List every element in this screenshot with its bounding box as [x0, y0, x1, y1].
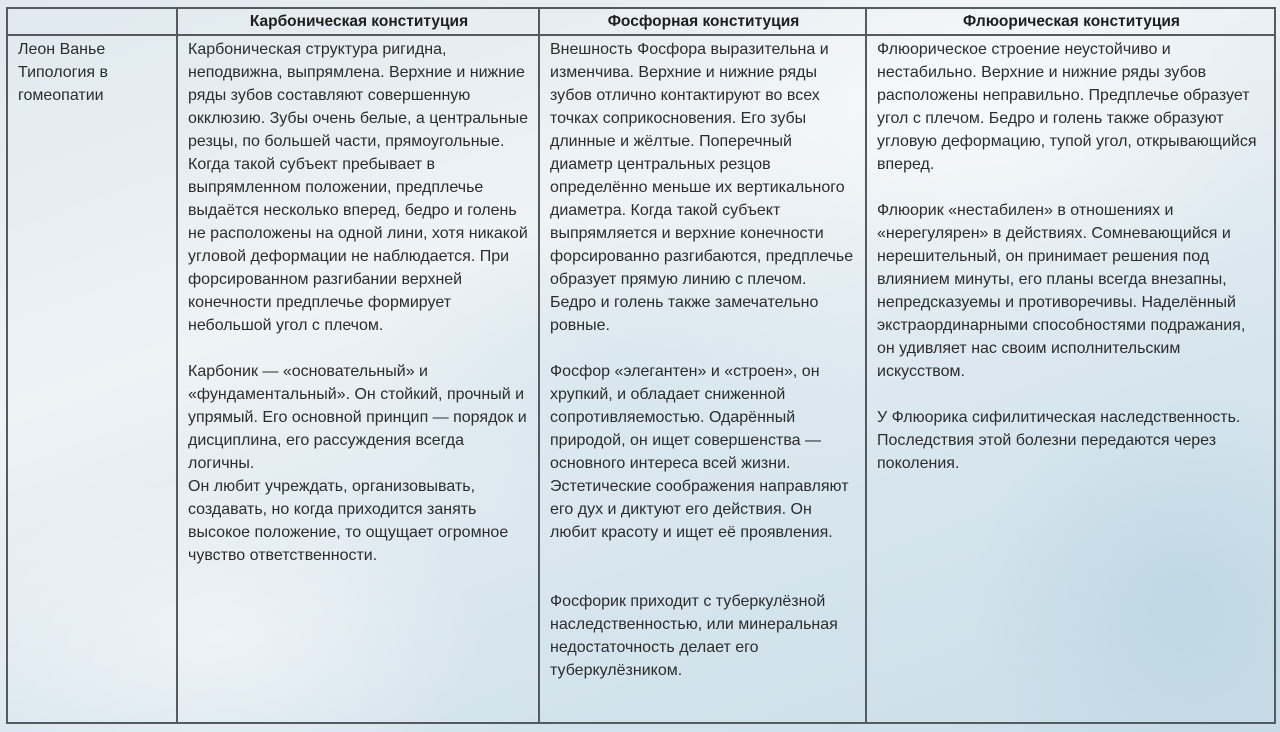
- phosphoric-cell: [539, 35, 866, 723]
- fluoric-heredity: У Флюорика сифилитическая наследственность. Последствия этой болезни передаются через поколения.: [877, 409, 1241, 472]
- constitution-comparison-table: [6, 7, 1276, 724]
- fluoric-character: Флюорик «нестабилен» в отношениях и «нерегулярен» в действиях. Сомневающийся и нерешительный, он принимает решения под влиянием минуты, его планы всегда внезапны, непредсказуемы и противоречивы. Наделённый экстраординарными способностями подражания, он удивляет нас своим исполнительским искусством.: [877, 202, 1246, 380]
- source-cell: [7, 35, 177, 723]
- header-row: [7, 8, 1275, 35]
- header-phosphoric: Фосфорная конституция: [539, 8, 866, 35]
- fluoric-physique: Флюорическое строение неустойчиво и нестабильно. Верхние и нижние ряды зубов расположены неправильно. Предплечье образует угол с плечом. Бедро и голень также образуют угловую деформацию, тупой угол, открывающийся вперед.: [877, 41, 1257, 173]
- content-row: [7, 35, 1275, 723]
- header-carbonic: Карбоническая конституция: [177, 8, 539, 35]
- source-author: Леон Ванье: [18, 41, 106, 58]
- phosphoric-character: Фосфор «элегантен» и «строен», он хрупкий, и обладает сниженной сопротивляемостью. Одарённый природой, он ищет совершенства — основного интереса всей жизни. Эстетические соображения направляют его дух и диктуют его действия. Он любит красоту и ищет её проявления.: [550, 363, 849, 541]
- fluoric-cell: [866, 35, 1275, 723]
- phosphoric-heredity: Фосфорик приходит с туберкулёзной наследственностью, или минеральная недостаточность делает его туберкулёзником.: [550, 593, 838, 679]
- phosphoric-physique: Внешность Фосфора выразительна и изменчива. Верхние и нижние ряды зубов отлично контактируют во всех точках соприкосновения. Его зубы длинные и жёлтые. Поперечный диаметр центральных резцов определённо меньше их вертикального диаметра. Когда такой субъект выпрямляется и верхние конечности форсированно разгибаются, предплечье образует прямую линию с плечом. Бедро и голень также замечательно ровные.: [550, 41, 854, 334]
- carbonic-character: Карбоник — «основательный» и «фундаментальный». Он стойкий, прочный и упрямый. Его основной принцип — порядок и дисциплина, его рассуждения всегда логичны.: [188, 363, 527, 472]
- carbonic-cell: [177, 35, 539, 723]
- header-fluoric: Флюорическая конституция: [866, 8, 1275, 35]
- header-source: [7, 8, 177, 35]
- carbonic-vocation: Он любит учреждать, организовывать, создавать, но когда приходится занять высокое положение, то ощущает огромное чувство ответственности.: [188, 478, 509, 564]
- source-title: Типология в гомеопатии: [18, 64, 109, 104]
- carbonic-physique: Карбоническая структура ригидна, неподвижна, выпрямлена. Верхние и нижние ряды зубов составляют совершенную окклюзию. Зубы очень белые, а центральные резцы, по большей части, прямоугольные. Когда такой субъект пребывает в выпрямленном положении, предплечье выдаётся несколько вперед, бедро и голень не расположены на одной лини, хотя никакой угловой деформации не наблюдается. При форсированном разгибании верхней конечности предплечье формирует небольшой угол с плечом.: [188, 41, 528, 334]
